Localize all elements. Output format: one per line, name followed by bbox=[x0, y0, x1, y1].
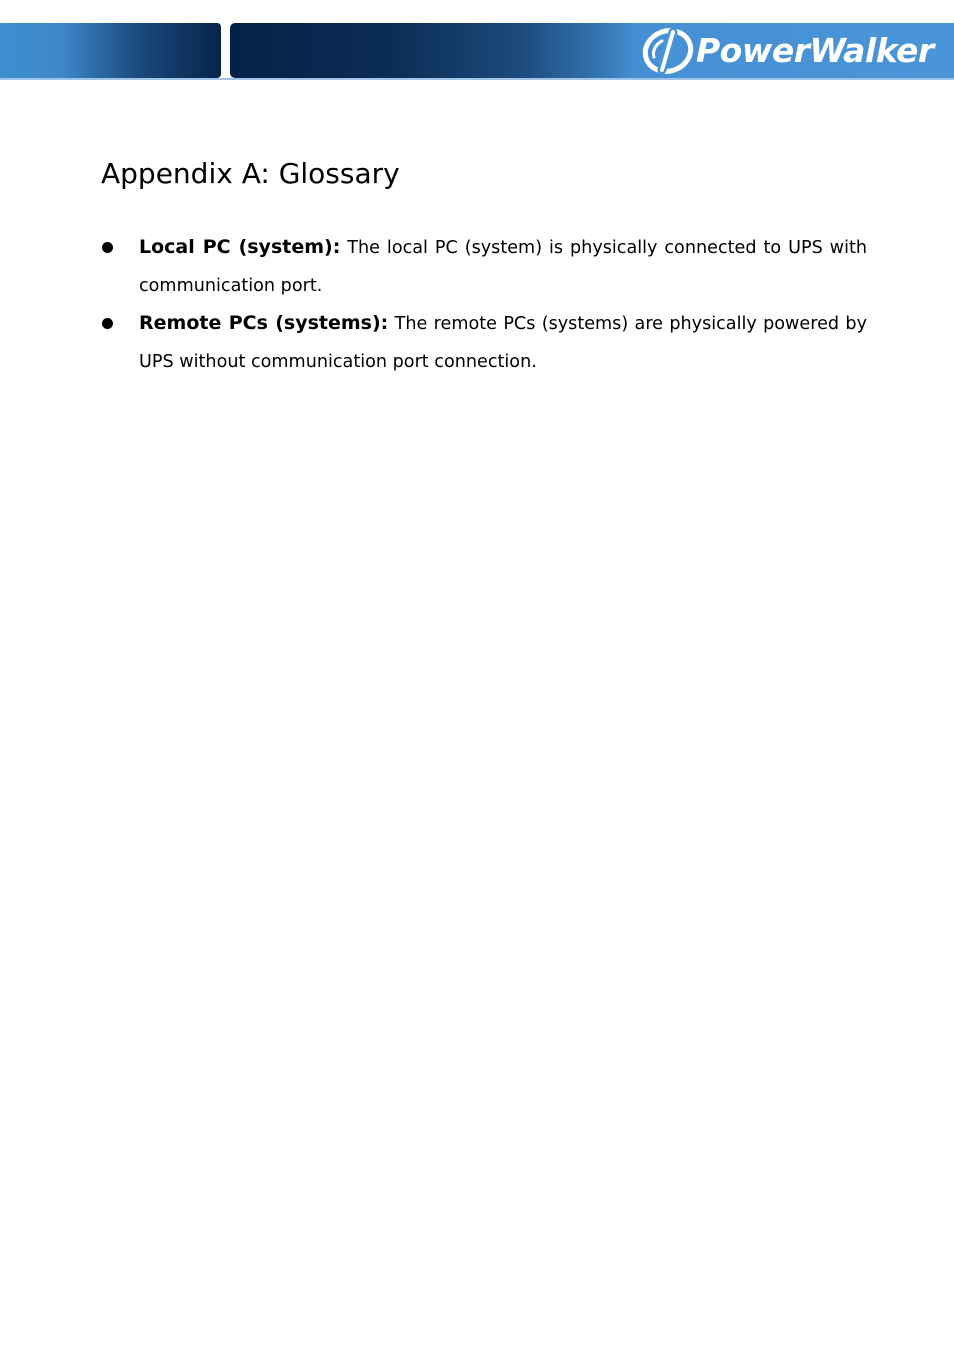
header-band bbox=[0, 23, 954, 79]
bullet-icon bbox=[102, 318, 113, 329]
brand-logo bbox=[640, 25, 950, 77]
bullet-icon bbox=[102, 242, 113, 253]
glossary-item-local-pc bbox=[101, 229, 867, 305]
brand-name: PowerWalker bbox=[696, 31, 934, 70]
glossary-item-remote-pcs bbox=[101, 305, 867, 381]
powerwalker-logo-icon bbox=[640, 27, 696, 75]
glossary-term: Local PC (system): bbox=[139, 236, 341, 258]
glossary-definition: The remote PCs (systems) are physically powered by UPS without communication port connection. bbox=[139, 314, 868, 372]
glossary-term: Remote PCs (systems): bbox=[139, 312, 389, 334]
page-title: Appendix A: Glossary bbox=[101, 157, 400, 190]
header-band-left-segment bbox=[0, 23, 221, 78]
header-underline bbox=[0, 78, 954, 80]
glossary-definition: The local PC (system) is physically connected to UPS with communication port. bbox=[139, 238, 868, 296]
glossary-list bbox=[101, 229, 867, 381]
